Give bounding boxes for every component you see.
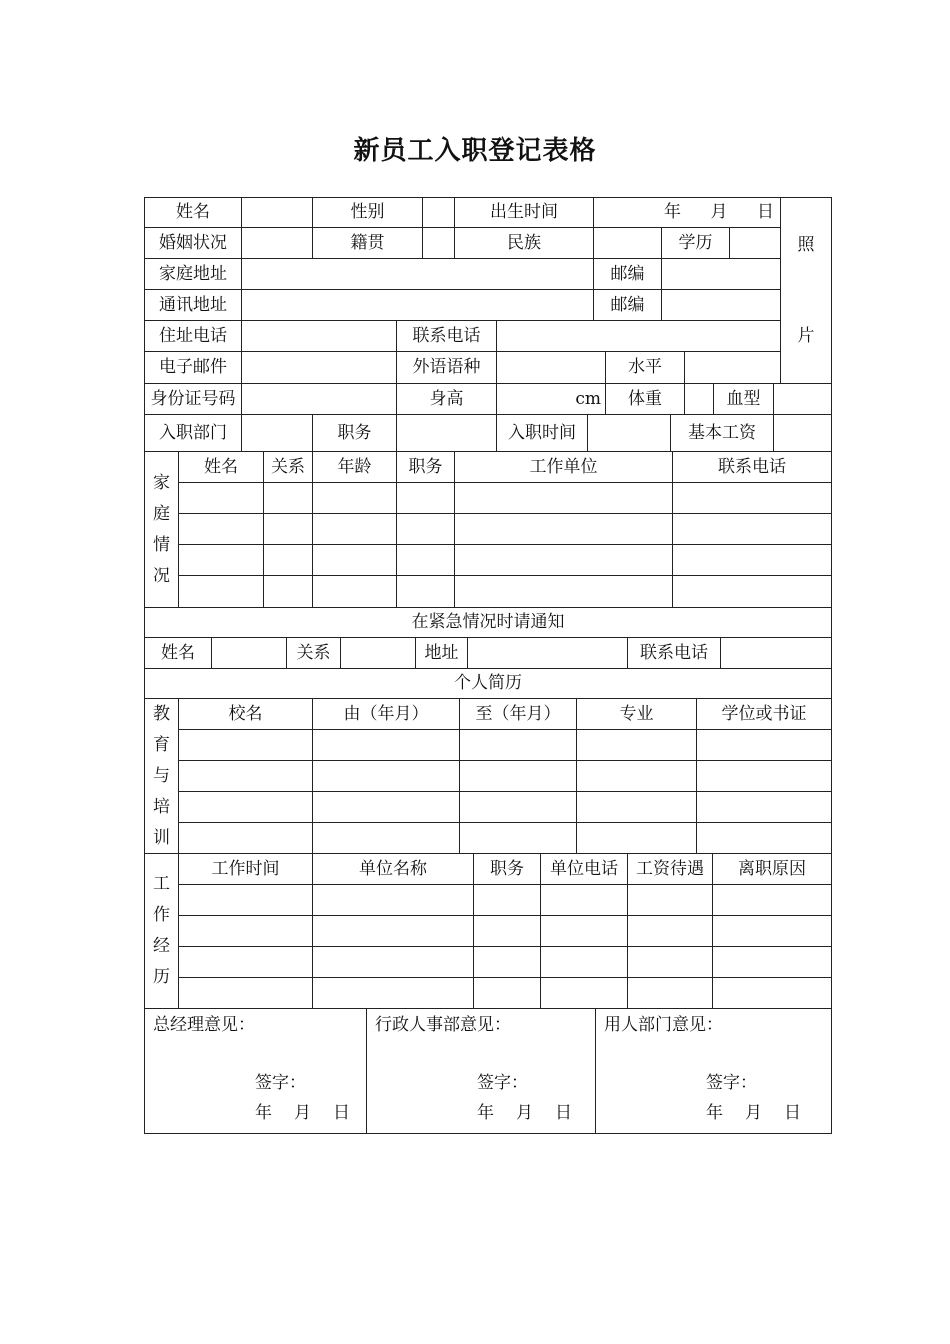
base-salary-field[interactable] [773,414,832,452]
mail-address-field[interactable] [241,289,594,321]
work-section-label [144,853,179,1009]
language-field[interactable] [496,351,606,384]
zip-field[interactable] [661,289,781,321]
signature-label: 签字： [255,1073,306,1093]
date-year: 年 [664,202,681,222]
weight-field[interactable] [684,383,714,415]
family-header: 姓名 [178,451,264,483]
date-month: 月 [710,202,728,222]
home-address-label: 家庭地址 [144,258,242,290]
education-cell[interactable] [696,760,832,792]
date-day: 日 [555,1103,572,1123]
work-cell[interactable] [540,977,628,1009]
form-title: 新员工入职登记表格 [353,136,597,166]
vertical-char: 情 [153,534,170,555]
emergency-title: 在紧急情况时请通知 [144,607,832,638]
education-label: 学历 [661,227,730,259]
family-header: 年龄 [312,451,397,483]
work-cell[interactable] [627,884,713,916]
vertical-char: 作 [153,905,170,925]
signature-date [706,1105,801,1122]
family-cell[interactable] [396,513,455,545]
weight-label: 体重 [605,383,685,415]
date-year: 年 [255,1103,272,1123]
family-cell[interactable] [263,544,313,576]
education-cell[interactable] [459,791,577,823]
education-header: 由（年月） [312,698,460,730]
work-cell[interactable] [540,915,628,947]
id-number-label: 身份证号码 [144,383,242,415]
work-cell[interactable] [627,915,713,947]
vertical-char: 经 [153,936,170,956]
emergency-name-field[interactable] [211,637,287,669]
date-month: 月 [516,1103,533,1123]
vertical-char: 育 [153,734,170,755]
emergency-relation-field[interactable] [340,637,416,669]
family-cell[interactable] [178,544,264,576]
email-field[interactable] [241,351,397,384]
signature-date [477,1105,572,1122]
work-cell[interactable] [540,946,628,978]
level-field[interactable] [684,351,781,384]
vertical-char: 片 [797,325,815,346]
family-cell[interactable] [396,482,455,514]
level-label: 水平 [605,351,685,384]
home-phone-label: 住址电话 [144,320,242,352]
education-cell[interactable] [576,822,697,854]
contact-phone-field[interactable] [496,320,781,352]
work-cell[interactable] [712,977,832,1009]
family-cell[interactable] [454,544,673,576]
mail-address-label: 通讯地址 [144,289,242,321]
home-address-field[interactable] [241,258,594,290]
family-cell[interactable] [396,544,455,576]
date-year: 年 [706,1103,723,1123]
work-cell[interactable] [312,977,474,1009]
ethnic-label: 民族 [454,227,594,259]
family-cell[interactable] [672,513,832,545]
resume-title: 个人简历 [144,668,832,699]
vertical-char: 况 [153,565,170,586]
vertical-char: 与 [153,765,170,786]
work-cell[interactable] [473,884,541,916]
hr-opinion-label: 行政人事部意见： [375,1015,511,1035]
hire-date-field[interactable] [587,414,671,452]
work-cell[interactable] [473,977,541,1009]
vertical-char: 家 [153,472,170,493]
position-label: 职务 [312,414,397,452]
birth-label: 出生时间 [454,197,594,228]
family-cell[interactable] [312,575,397,608]
zip-label: 邮编 [593,289,662,321]
education-field[interactable] [729,227,781,259]
email-label: 电子邮件 [144,351,242,384]
work-cell[interactable] [312,884,474,916]
family-cell[interactable] [263,513,313,545]
family-cell[interactable] [454,575,673,608]
signature-date [255,1105,350,1122]
name-label: 姓名 [144,197,242,228]
education-cell[interactable] [312,760,460,792]
work-cell[interactable] [312,915,474,947]
family-cell[interactable] [178,482,264,514]
vertical-char: 培 [153,796,170,817]
education-cell[interactable] [312,822,460,854]
education-cell[interactable] [576,760,697,792]
department-field[interactable] [241,414,313,452]
height-label: 身高 [396,383,497,415]
gm-opinion-box[interactable] [144,1008,367,1134]
education-header: 专业 [576,698,697,730]
work-cell[interactable] [473,946,541,978]
dept-opinion-box[interactable] [595,1008,832,1134]
date-year: 年 [477,1103,494,1123]
native-field[interactable] [422,227,455,259]
emergency-address-label: 地址 [415,637,468,669]
education-cell[interactable] [459,760,577,792]
education-cell[interactable] [696,729,832,761]
work-header: 工作时间 [178,853,313,885]
date-day: 日 [784,1103,801,1123]
work-cell[interactable] [312,946,474,978]
dept-opinion-label: 用人部门意见： [604,1015,723,1035]
education-cell[interactable] [178,822,313,854]
vertical-char: 历 [153,967,170,987]
work-cell[interactable] [627,977,713,1009]
work-cell[interactable] [712,946,832,978]
date-day: 日 [333,1103,350,1123]
education-cell[interactable] [459,729,577,761]
signature-label: 签字： [477,1073,528,1093]
hire-date-label: 入职时间 [496,414,588,452]
family-cell[interactable] [263,575,313,608]
work-cell[interactable] [627,946,713,978]
id-number-field[interactable] [241,383,397,415]
vertical-char: 照 [797,234,815,255]
education-cell[interactable] [459,822,577,854]
emergency-phone-label: 联系电话 [627,637,721,669]
work-cell[interactable] [712,884,832,916]
family-cell[interactable] [454,482,673,514]
contact-phone-label: 联系电话 [396,320,497,352]
family-cell[interactable] [672,575,832,608]
education-cell[interactable] [696,791,832,823]
family-section-label [144,451,179,608]
zip-label: 邮编 [593,258,662,290]
education-section-label [144,698,179,854]
emergency-name-label: 姓名 [144,637,212,669]
position-field[interactable] [396,414,497,452]
name-field[interactable] [241,197,313,228]
work-cell[interactable] [712,915,832,947]
education-cell[interactable] [178,791,313,823]
language-label: 外语语种 [396,351,497,384]
date-month: 月 [745,1103,762,1123]
work-header: 离职原因 [712,853,832,885]
work-header: 职务 [473,853,541,885]
work-header: 单位电话 [540,853,628,885]
education-cell[interactable] [576,791,697,823]
photo-box[interactable] [780,197,832,384]
family-cell[interactable] [312,482,397,514]
vertical-char: 教 [153,703,170,724]
ethnic-field[interactable] [593,227,662,259]
marital-field[interactable] [241,227,313,259]
vertical-char: 庭 [153,503,170,524]
education-header: 校名 [178,698,313,730]
vertical-char: 训 [153,827,170,848]
vertical-char: 工 [153,874,170,894]
family-header: 工作单位 [454,451,673,483]
education-cell[interactable] [576,729,697,761]
birth-date-field[interactable] [593,197,781,228]
date-day: 日 [757,202,774,222]
work-cell[interactable] [178,946,313,978]
education-cell[interactable] [178,729,313,761]
education-cell[interactable] [696,822,832,854]
home-phone-field[interactable] [241,320,397,352]
education-header: 学位或书证 [696,698,832,730]
gm-opinion-label: 总经理意见： [153,1015,255,1035]
base-salary-label: 基本工资 [670,414,774,452]
family-cell[interactable] [672,482,832,514]
education-cell[interactable] [312,729,460,761]
family-header: 关系 [263,451,313,483]
work-cell[interactable] [178,977,313,1009]
work-cell[interactable] [473,915,541,947]
work-header: 工资待遇 [627,853,713,885]
family-cell[interactable] [312,544,397,576]
height-field[interactable]: cm [496,383,606,415]
education-cell[interactable] [178,760,313,792]
emergency-address-field[interactable] [467,637,628,669]
family-cell[interactable] [312,513,397,545]
family-cell[interactable] [178,575,264,608]
family-cell[interactable] [178,513,264,545]
gender-label: 性别 [312,197,423,228]
work-header: 单位名称 [312,853,474,885]
hr-opinion-box[interactable] [366,1008,596,1134]
signature-label: 签字： [706,1073,757,1093]
family-cell[interactable] [454,513,673,545]
emergency-phone-field[interactable] [720,637,832,669]
education-cell[interactable] [312,791,460,823]
family-cell[interactable] [263,482,313,514]
blood-field[interactable] [773,383,832,415]
work-cell[interactable] [178,884,313,916]
family-header: 职务 [396,451,455,483]
department-label: 入职部门 [144,414,242,452]
blood-label: 血型 [713,383,774,415]
family-cell[interactable] [672,544,832,576]
family-cell[interactable] [396,575,455,608]
emergency-relation-label: 关系 [286,637,341,669]
education-header: 至（年月） [459,698,577,730]
date-month: 月 [294,1103,311,1123]
gender-field[interactable] [422,197,455,228]
work-cell[interactable] [178,915,313,947]
zip-field[interactable] [661,258,781,290]
native-label: 籍贯 [312,227,423,259]
family-header: 联系电话 [672,451,832,483]
marital-label: 婚姻状况 [144,227,242,259]
work-cell[interactable] [540,884,628,916]
